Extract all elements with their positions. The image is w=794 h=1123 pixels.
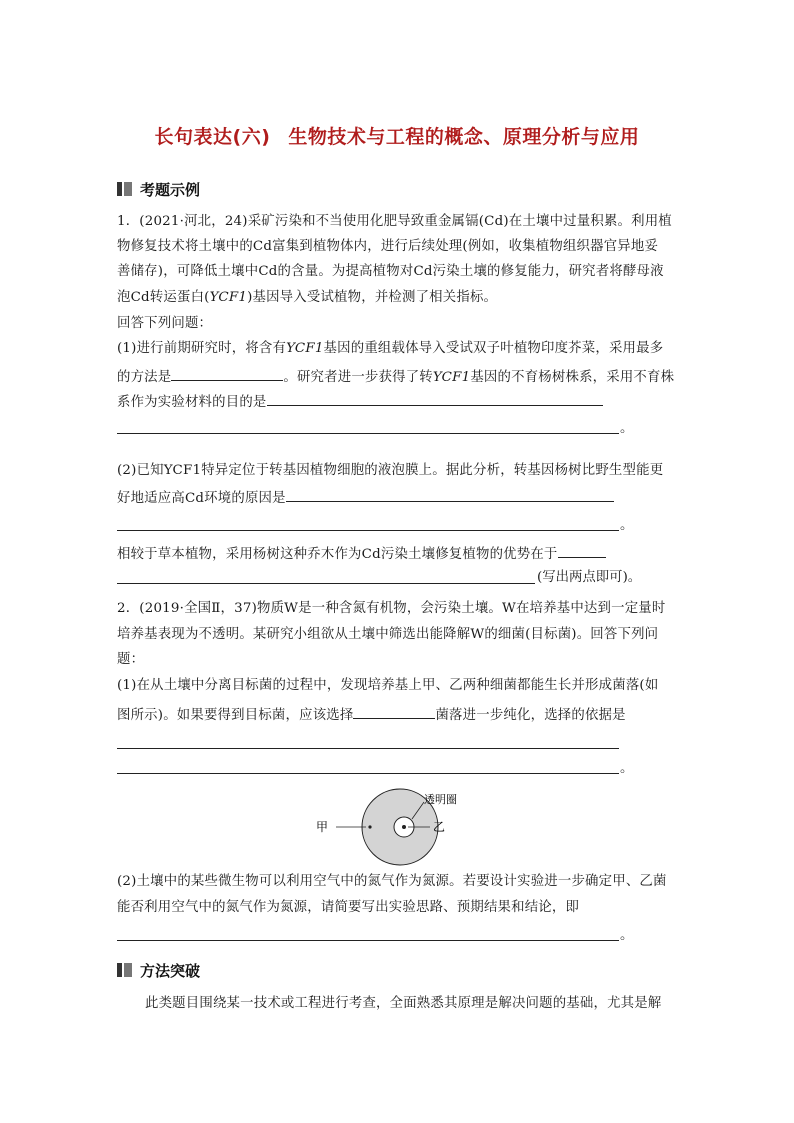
q1-line-2: 物修复技术将土壤中的Cd富集到植物体内，进行后续处理(例如，收集植物组织器官异地妥 xyxy=(117,239,659,254)
answer-line[interactable] xyxy=(117,530,619,531)
answer-blank[interactable] xyxy=(267,391,603,406)
q2-part1-line-2 xyxy=(117,704,682,725)
title-main: 长句表达(六) xyxy=(154,126,271,148)
period: 。 xyxy=(620,421,634,436)
answer-blank[interactable] xyxy=(558,543,606,558)
period: 。 xyxy=(620,928,634,943)
text: (1)进行前期研究时，将含有 xyxy=(117,341,287,356)
label-transparent-ring: 透明圈 xyxy=(424,793,457,806)
text: 好地适应高Cd环境的原因是 xyxy=(117,491,286,506)
text: 。研究者进一步获得了转 xyxy=(283,370,433,385)
colony-yi-dot xyxy=(402,825,406,829)
q1-part2-line-2 xyxy=(117,487,682,508)
q2-line-3: 题： xyxy=(117,652,145,667)
text: 菌落进一步纯化，选择的依据是 xyxy=(435,708,626,723)
section-marker-icon xyxy=(124,182,132,196)
gene-name: YCF1 xyxy=(432,370,471,385)
section-marker-icon xyxy=(117,182,122,196)
answer-line[interactable] xyxy=(117,748,619,749)
petri-dish-diagram xyxy=(310,786,480,868)
q1-prompt: 回答下列问题： xyxy=(117,316,213,331)
answer-line[interactable] xyxy=(117,940,619,941)
answer-line[interactable] xyxy=(117,773,619,774)
period: 。 xyxy=(620,761,634,776)
q1-line-3: 善储存)，可降低土壤中Cd的含量。为提高植物对Cd污染土壤的修复能力，研究者将酵母液 xyxy=(117,264,664,279)
text: 基因的不育杨树株系，采用不育株 xyxy=(470,370,675,385)
gene-name: YCF1 xyxy=(209,290,248,305)
text: 基因的重组载体导入受试双子叶植物印度芥菜，采用最多 xyxy=(323,341,664,356)
q1-part1-line-3 xyxy=(117,391,682,412)
section-marker-icon xyxy=(117,963,122,977)
label-jia: 甲 xyxy=(316,820,329,834)
q1-part1-line-2 xyxy=(117,366,682,387)
section-title: 方法突破 xyxy=(140,961,201,980)
petri-dish-figure xyxy=(310,786,480,872)
page-title xyxy=(0,122,794,149)
section-marker-icon xyxy=(124,963,132,977)
q1-line-4 xyxy=(117,289,682,307)
q2-part1-line-1: (1)在从土壤中分离目标菌的过程中，发现培养基上甲、乙两种细菌都能生长并形成菌落(如 xyxy=(117,678,659,693)
note: (写出两点即可)。 xyxy=(537,570,642,585)
q2-part2-line-2: 能否利用空气中的氮气作为氮源，请简要写出实验思路、预期结果和结论，即 xyxy=(117,900,580,915)
answer-blank[interactable] xyxy=(353,704,435,719)
answer-blank[interactable] xyxy=(286,487,614,502)
q1-part2-line-3 xyxy=(117,543,682,564)
text: )基因导入受试植物，并检测了相关指标。 xyxy=(247,290,498,305)
text: 系作为实验材料的目的是 xyxy=(117,395,267,410)
text: 泡Cd转运蛋白( xyxy=(117,290,210,305)
colony-jia-dot xyxy=(368,825,371,828)
q1-part1-line-1 xyxy=(117,340,682,358)
answer-line[interactable] xyxy=(117,433,619,434)
answer-line[interactable] xyxy=(117,583,535,584)
answer-blank[interactable] xyxy=(171,366,283,381)
method-line-1: 此类题目围绕某一技术或工程进行考查，全面熟悉其原理是解决问题的基础，尤其是解 xyxy=(145,996,662,1011)
section-header-method xyxy=(117,960,200,980)
text: 相较于草本植物，采用杨树这种乔木作为Cd污染土壤修复植物的优势在于 xyxy=(117,547,558,562)
q1-line-1: 1．(2021·河北，24)采矿污染和不当使用化肥导致重金属镉(Cd)在土壤中过量积累。利用植 xyxy=(117,214,672,229)
section-header-exam-examples xyxy=(117,179,200,199)
q1-part2-line-1: (2)已知YCF1特异定位于转基因植物细胞的液泡膜上。据此分析，转基因杨树比野生型能更 xyxy=(117,463,664,478)
period: 。 xyxy=(620,518,634,533)
q2-line-2: 培养基表现为不透明。某研究小组欲从土壤中筛选出能降解W的细菌(目标菌)。回答下列问 xyxy=(117,627,659,642)
q2-part2-line-1: (2)土壤中的某些微生物可以利用空气中的氮气作为氮源。若要设计实验进一步确定甲、乙菌 xyxy=(117,874,667,889)
q2-line-1: 2．(2019·全国Ⅱ，37)物质W是一种含氮有机物，会污染土壤。W在培养基中达到一定量时 xyxy=(117,601,666,616)
text: 图所示)。如果要得到目标菌，应该选择 xyxy=(117,708,354,723)
label-yi: 乙 xyxy=(433,820,446,834)
text: 的方法是 xyxy=(117,370,172,385)
title-sub: 生物技术与工程的概念、原理分析与应用 xyxy=(288,126,640,148)
section-title: 考题示例 xyxy=(140,180,201,199)
gene-name: YCF1 xyxy=(286,341,324,356)
